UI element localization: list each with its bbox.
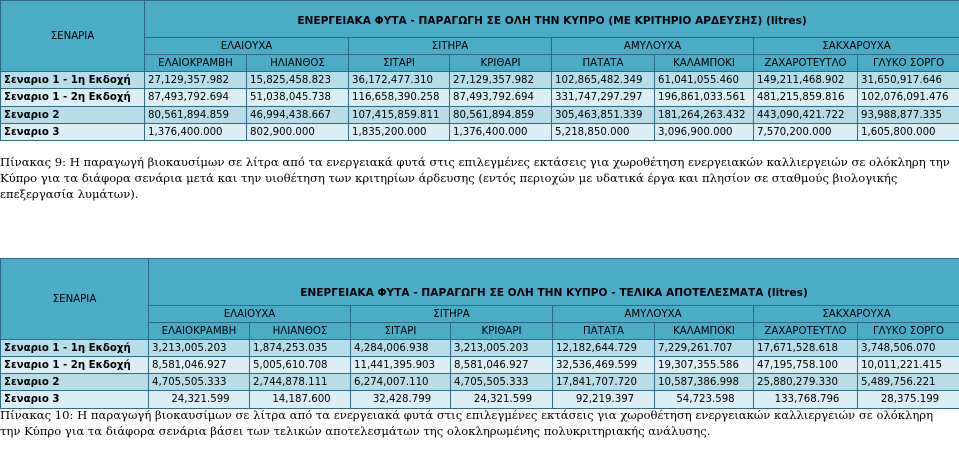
crop-header: ΠΑΤΑΤΑ [553, 323, 655, 340]
cell-value: 443,090,421.722 [754, 107, 858, 124]
crop-header: ΣΙΤΑΡΙ [351, 323, 451, 340]
cell-value: 4,284,006.938 [351, 340, 451, 357]
cell-value: 5,005,610.708 [250, 357, 351, 374]
crop-header: ΓΛΥΚΟ ΣΟΡΓΟ [858, 323, 959, 340]
row-label: Σεναριο 1 - 1η Εκδοχή [1, 72, 145, 89]
cell-value: 181,264,263.432 [655, 107, 754, 124]
cell-value: 27,129,357.982 [145, 72, 247, 89]
cell-value: 10,587,386.998 [655, 374, 754, 391]
crop-header: ΖΑΧΑΡΟΤΕΥΤΛΟ [754, 55, 858, 72]
cell-value: 32,536,469.599 [553, 357, 655, 374]
cell-value: 80,561,894.859 [450, 107, 552, 124]
row-label: Σεναριο 2 [1, 374, 149, 391]
group-header: ΑΜΥΛΟΥΧΑ [552, 38, 754, 55]
cell-value: 8,581,046.927 [451, 357, 553, 374]
biofuel-production-table-irrigation [0, 0, 959, 141]
crop-header: ΚΑΛΑΜΠΟΚΙ [655, 323, 754, 340]
cell-value: 87,493,792.694 [145, 89, 247, 107]
table-row [1, 89, 959, 107]
cell-value: 11,441,395.903 [351, 357, 451, 374]
table-caption: Πίνακας 10: Η παραγωγή βιοκαυσίμων σε λίτρα από τα ενεργειακά φυτά στις επιλεγμένες εκτάσεις για χωροθέτηση ενεργειακών καλλιεργειών σε ολόκληρη την Κύπρο για τα διάφορα σενάρια βάσει των τελικών αποτελεσμάτων της ολοκληρωμένης πολυκριτηριακής ανάλυσης. [0, 408, 934, 438]
cell-value: 4,705,505.333 [451, 374, 553, 391]
crop-header: ΗΛΙΑΝΘΟΣ [247, 55, 349, 72]
cell-value: 12,182,644.729 [553, 340, 655, 357]
crop-header: ΗΛΙΑΝΘΟΣ [250, 323, 351, 340]
group-header: ΣΙΤΗΡΑ [351, 306, 553, 323]
cell-value: 3,213,005.203 [149, 340, 250, 357]
crop-header: ΚΡΙΘΑΡΙ [450, 55, 552, 72]
cell-value: 5,489,756.221 [858, 374, 959, 391]
group-header: ΣΑΚΧΑΡΟΥΧΑ [754, 38, 959, 55]
cell-value: 107,415,859.811 [349, 107, 450, 124]
cell-value: 3,096,900.000 [655, 124, 754, 141]
table-title: ΕΝΕΡΓΕΙΑΚΑ ΦΥΤΑ - ΠΑΡΑΓΩΓΗ ΣΕ ΟΛΗ ΤΗΝ ΚΥΠΡΟ (ΜΕ ΚΡΙΤΗΡΙΟ ΑΡΔΕΥΣΗΣ) (litres) [145, 1, 959, 38]
cell-value: 3,748,506.070 [858, 340, 959, 357]
cell-value: 102,076,091.476 [858, 89, 959, 107]
cell-value: 46,994,438.667 [247, 107, 349, 124]
cell-value: 6,274,007.110 [351, 374, 451, 391]
crop-header: ΚΡΙΘΑΡΙ [451, 323, 553, 340]
cell-value: 481,215,859.816 [754, 89, 858, 107]
cell-value: 17,671,528.618 [754, 340, 858, 357]
cell-value: 331,747,297.297 [552, 89, 655, 107]
group-header: ΑΜΥΛΟΥΧΑ [553, 306, 754, 323]
table-title: ΕΝΕΡΓΕΙΑΚΑ ΦΥΤΑ - ΠΑΡΑΓΩΓΗ ΣΕ ΟΛΗ ΤΗΝ ΚΥΠΡΟ - ΤΕΛΙΚΑ ΑΠΟΤΕΛΕΣΜΑΤΑ (litres) [149, 259, 959, 306]
group-header: ΕΛΑΙΟΥΧΑ [149, 306, 351, 323]
row-label: Σεναριο 1 - 2η Εκδοχή [1, 357, 149, 374]
cell-value: 196,861,033.561 [655, 89, 754, 107]
row-label: Σεναριο 3 [1, 391, 149, 409]
cell-value: 802,900.000 [247, 124, 349, 141]
table-row [1, 391, 959, 409]
cell-value: 24,321.599 [149, 391, 250, 409]
cell-value: 19,307,355.586 [655, 357, 754, 374]
row-label: Σεναριο 1 - 1η Εκδοχή [1, 340, 149, 357]
cell-value: 61,041,055.460 [655, 72, 754, 89]
cell-value: 102,865,482.349 [552, 72, 655, 89]
cell-value: 32,428.799 [351, 391, 451, 409]
cell-value: 133,768.796 [754, 391, 858, 409]
cell-value: 1,835,200.000 [349, 124, 450, 141]
row-label: Σεναριο 2 [1, 107, 145, 124]
cell-value: 8,581,046.927 [149, 357, 250, 374]
scenario-header: ΣΕΝΑΡΙΑ [1, 1, 145, 72]
group-header: ΣΑΚΧΑΡΟΥΧΑ [754, 306, 959, 323]
crop-header: ΖΑΧΑΡΟΤΕΥΤΛΟ [754, 323, 858, 340]
cell-value: 92,219.397 [553, 391, 655, 409]
cell-value: 28,375.199 [858, 391, 959, 409]
crop-header: ΕΛΑΙΟΚΡΑΜΒΗ [149, 323, 250, 340]
cell-value: 7,229,261.707 [655, 340, 754, 357]
cell-value: 36,172,477.310 [349, 72, 450, 89]
cell-value: 305,463,851.339 [552, 107, 655, 124]
cell-value: 27,129,357.982 [450, 72, 552, 89]
cell-value: 116,658,390.258 [349, 89, 450, 107]
crop-header: ΠΑΤΑΤΑ [552, 55, 655, 72]
cell-value: 54,723.598 [655, 391, 754, 409]
cell-value: 7,570,200.000 [754, 124, 858, 141]
row-label: Σεναριο 3 [1, 124, 145, 141]
table-row [1, 374, 959, 391]
table-caption: Πίνακας 9: Η παραγωγή βιοκαυσίμων σε λίτρα από τα ενεργειακά φυτά στις επιλεγμένες εκτάσεις για χωροθέτηση ενεργειακών καλλιεργειών σε ολόκληρη την Κύπρο για τα διάφορα σενάρια μετά και την υιοθέτηση των κριτηρίων άρδευσης (εντός περιοχών με υδατικά έργα και πλησίον σε σταθμούς βιολογικής επεξεργασία λυμάτων). [0, 155, 950, 201]
cell-value: 5,218,850.000 [552, 124, 655, 141]
cell-value: 31,650,917.646 [858, 72, 959, 89]
cell-value: 80,561,894.859 [145, 107, 247, 124]
cell-value: 4,705,505.333 [149, 374, 250, 391]
row-label: Σεναριο 1 - 2η Εκδοχή [1, 89, 145, 107]
crop-header: ΓΛΥΚΟ ΣΟΡΓΟ [858, 55, 959, 72]
cell-value: 51,038,045.738 [247, 89, 349, 107]
cell-value: 10,011,221.415 [858, 357, 959, 374]
table-row [1, 357, 959, 374]
cell-value: 93,988,877.335 [858, 107, 959, 124]
table-row [1, 340, 959, 357]
cell-value: 1,605,800.000 [858, 124, 959, 141]
table-row [1, 72, 959, 89]
table-row [1, 124, 959, 141]
cell-value: 1,874,253.035 [250, 340, 351, 357]
cell-value: 14,187.600 [250, 391, 351, 409]
cell-value: 24,321.599 [451, 391, 553, 409]
cell-value: 87,493,792.694 [450, 89, 552, 107]
cell-value: 149,211,468.902 [754, 72, 858, 89]
scenario-header: ΣΕΝΑΡΙΑ [1, 259, 149, 340]
cell-value: 47,195,758.100 [754, 357, 858, 374]
biofuel-production-table-final [0, 258, 959, 409]
cell-value: 2,744,878.111 [250, 374, 351, 391]
crop-header: ΣΙΤΑΡΙ [349, 55, 450, 72]
crop-header: ΕΛΑΙΟΚΡΑΜΒΗ [145, 55, 247, 72]
table-row [1, 107, 959, 124]
cell-value: 15,825,458.823 [247, 72, 349, 89]
group-header: ΕΛΑΙΟΥΧΑ [145, 38, 349, 55]
group-header: ΣΙΤΗΡΑ [349, 38, 552, 55]
cell-value: 25,880,279.330 [754, 374, 858, 391]
cell-value: 1,376,400.000 [450, 124, 552, 141]
cell-value: 1,376,400.000 [145, 124, 247, 141]
cell-value: 17,841,707.720 [553, 374, 655, 391]
crop-header: ΚΑΛΑΜΠΟΚΙ [655, 55, 754, 72]
cell-value: 3,213,005.203 [451, 340, 553, 357]
